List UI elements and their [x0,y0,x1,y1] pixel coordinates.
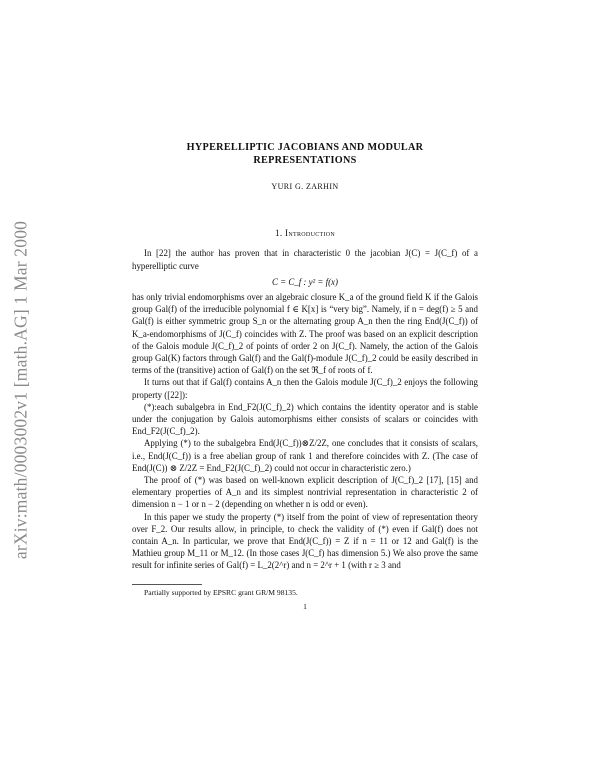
paragraph-4: Applying (*) to the subalgebra End(J(C_f))⊗Z/2Z, one concludes that it consists of scalars, i.e., End(J(C_f)) is a free abelian group of rank 1 and therefore coincides with Z. (The case of End(J(C)) ⊗ Z/2Z = End_F2(J(C_f)_2) could not occur in characteristic zero.) [132,438,478,473]
arxiv-identifier: arXiv:math/0003002v1 [math.AG] 1 Mar 2000 [10,220,31,560]
section-heading-introduction: 1. Introduction [274,228,336,239]
page-number: 1 [303,601,307,611]
paragraph-1: In [22] the author has proven that in characteristic 0 the jacobian J(C) = J(C_f) of a hyperelliptic curve [132,248,478,271]
footnote: Partially supported by EPSRC grant GR/M 98135. [144,587,298,597]
arxiv-sidebar-stamp [6,210,36,570]
paper-title [132,141,478,167]
paper-title-line-1: HYPERELLIPTIC JACOBIANS AND MODULAR [186,142,424,153]
footnote-divider [132,584,202,585]
display-equation: C = C_f : y² = f(x) [272,276,338,287]
paragraph-5: The proof of (*) was based on well-known explicit description of J(C_f)_2 [17], [15] and elementary properties of A_n and its simplest nontrivial representation in characteristic 2 of dimension n − 1 or n − 2 (depending on whether n is odd or even). [132,475,478,510]
paper-author: YURI G. ZARHIN [271,182,339,191]
paper-page [132,0,478,613]
paragraph-2: has only trivial endomorphisms over an algebraic closure K_a of the ground field K if the Galois group Gal(f) of the irreducible polynomial f ∈ K[x] is “very big”. Namely, if n = deg(f) ≥ 5 and Gal(f) is either symmetric group S_n or the alternating group A_n then the ring End(J(C_f)) of K_a-endomorphisms of J(C_f) coincides with Z. The proof was based on an explicit description of the Galois module J(C_f)_2 of points of order 2 on J(C_f). Namely, the action of the Galois group Gal(K) factors through Gal(f) and the Gal(f)-module J(C_f)_2 could be easily described in terms of the (transitive) action of Gal(f) on the set ℜ_f of roots of f. [132,292,478,376]
paragraph-3: It turns out that if Gal(f) contains A_n then the Galois module J(C_f)_2 enjoys the following property ([22]): [132,377,478,400]
paragraph-6: In this paper we study the property (*) itself from the point of view of representation theory over F_2. Our results allow, in principle, to check the validity of (*) even if Gal(f) does not contain A_n. In particular, we prove that End(J(C_f)) = Z if n = 11 or 12 and Gal(f) is the Mathieu group M_11 or M_12. (In those cases J(C_f) has dimension 5.) We also prove the same result for infinite series of Gal(f) = L_2(2^r) and n = 2^r + 1 (with r ≥ 3 and [132,511,478,571]
paragraph-property: (*):each subalgebra in End_F2(J(C_f)_2) which contains the identity operator and is stable under the conjugation by Galois automorphisms either consists of scalars or coincides with End_F2(J(C_f)_2). [132,401,478,437]
paper-title-line-2: REPRESENTATIONS [253,155,357,166]
